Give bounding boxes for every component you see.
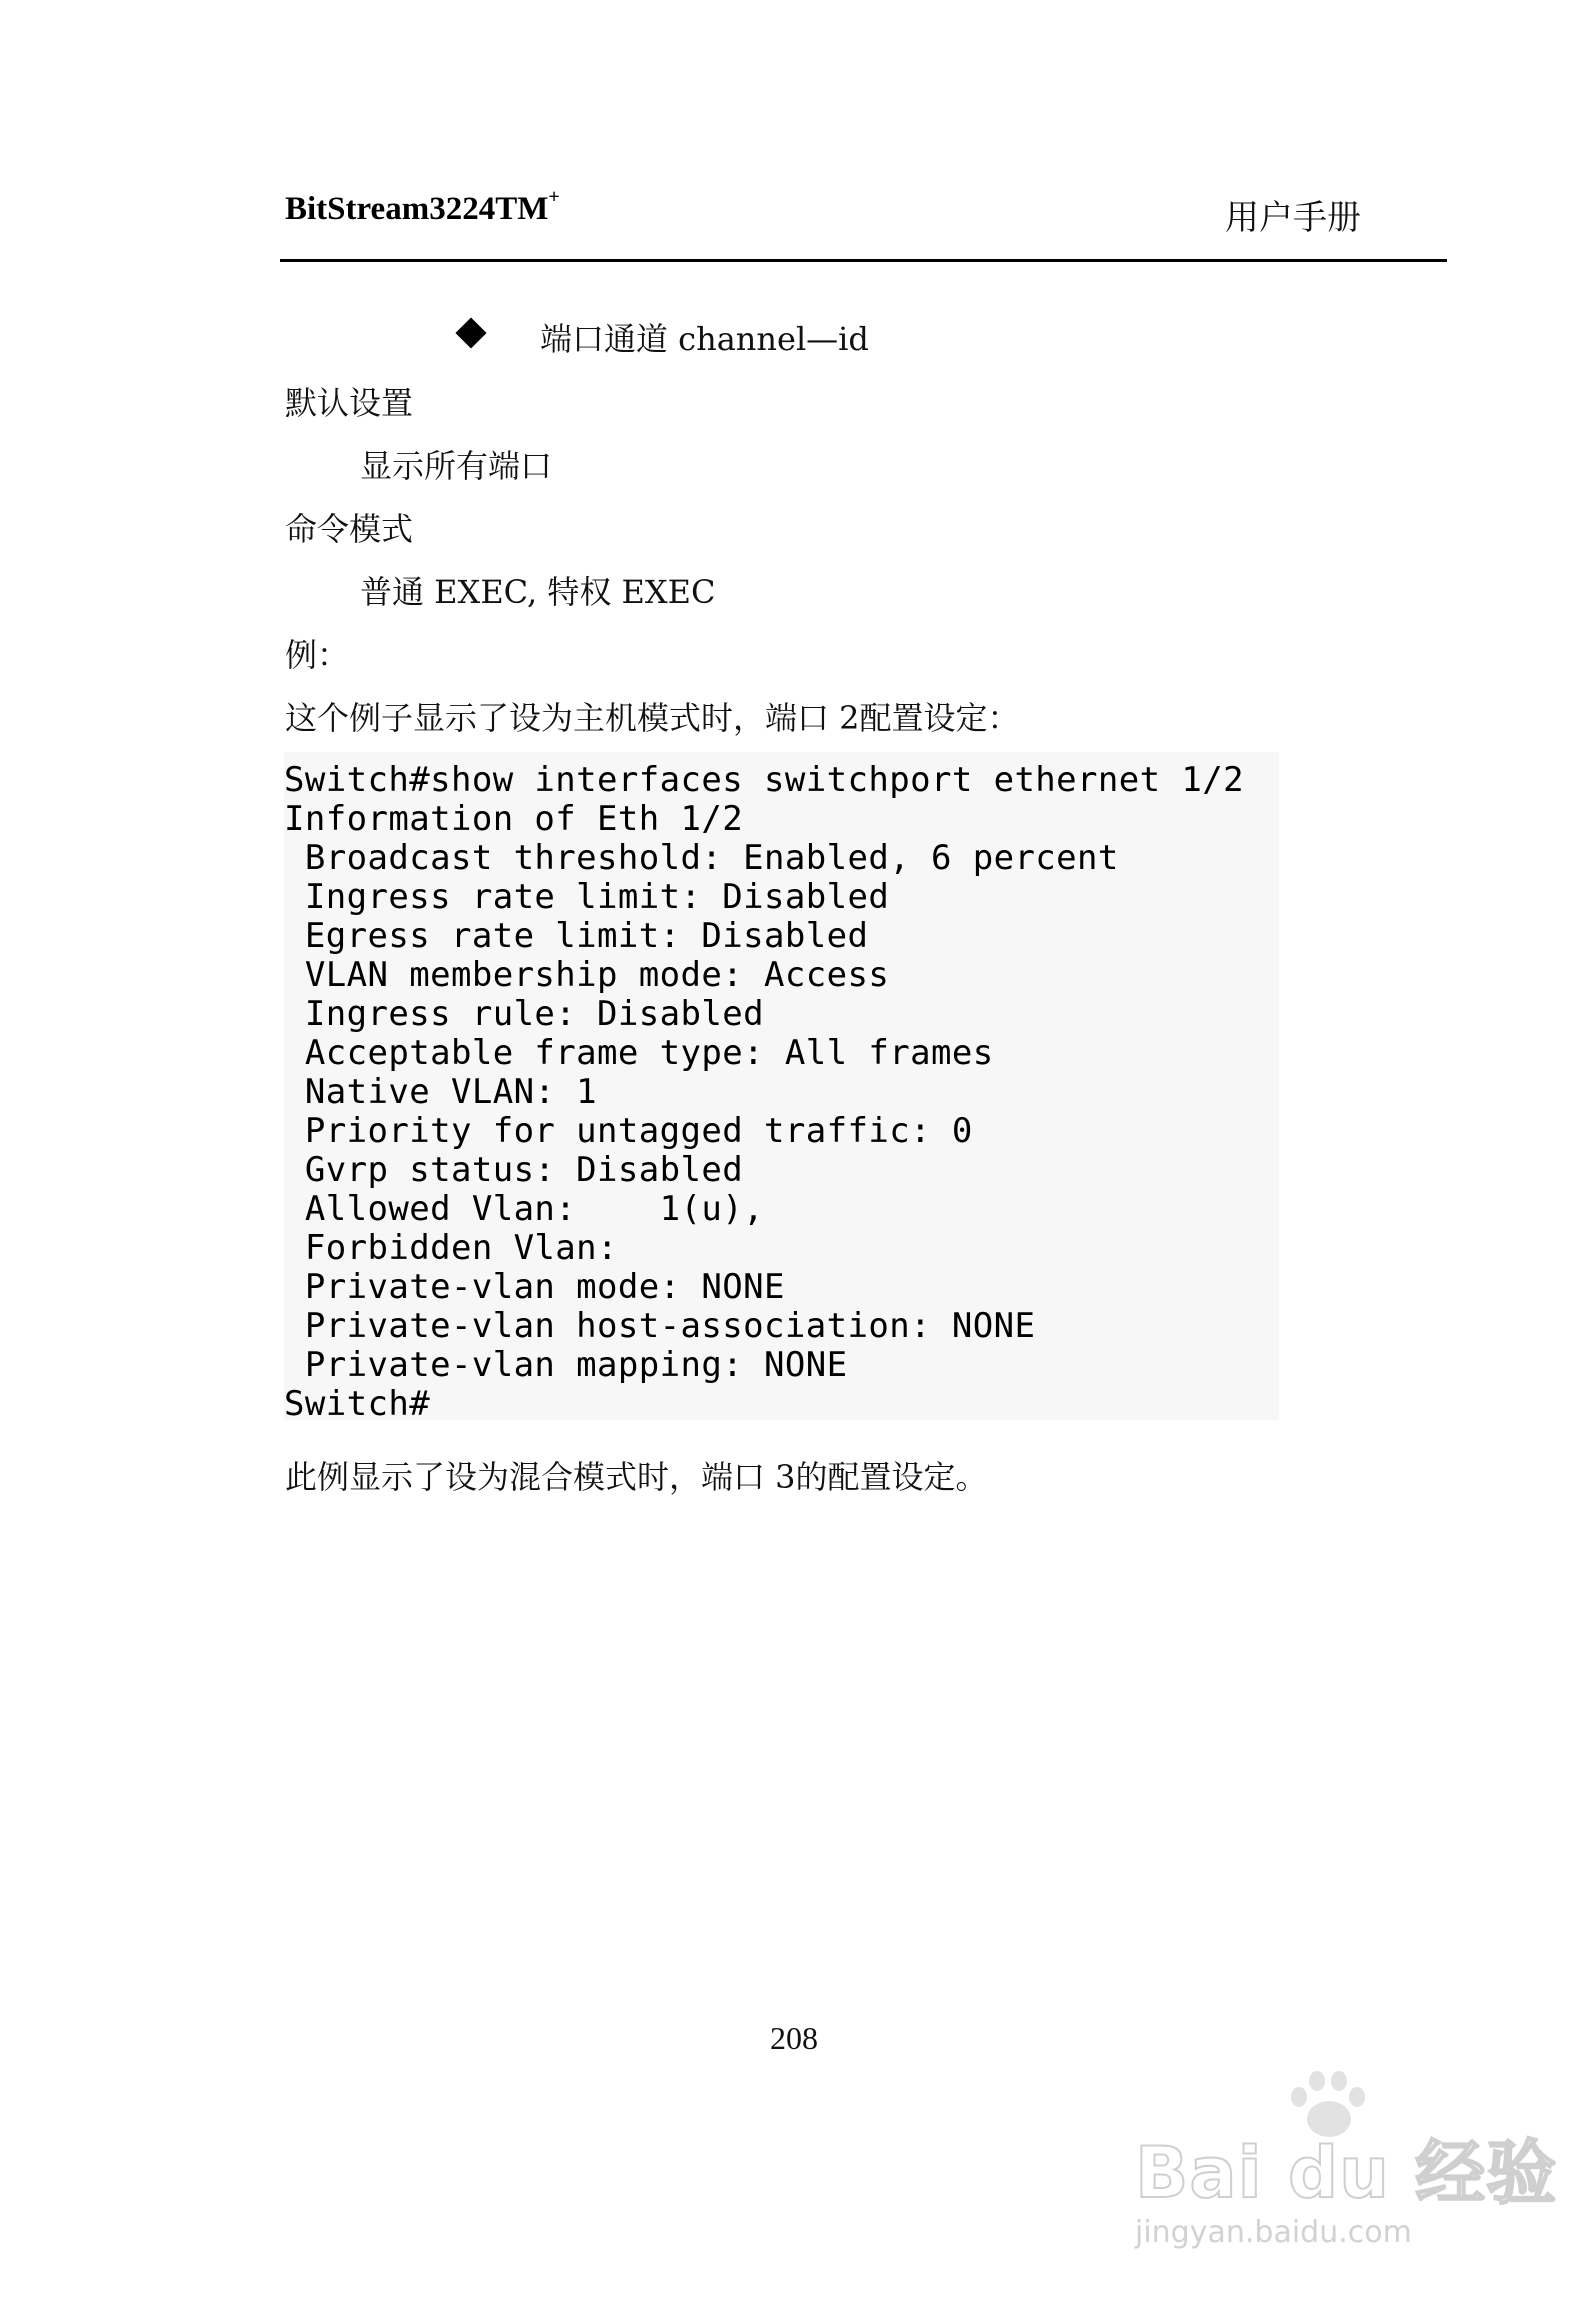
terminal-line: Ingress rule: Disabled: [284, 994, 765, 1034]
header-divider: [280, 259, 1447, 262]
terminal-line: Switch#show interfaces switchport ethernet 1/2: [284, 760, 1245, 800]
document-type: 用户手册: [1225, 198, 1361, 238]
terminal-line: Private-vlan host-association: NONE: [284, 1306, 1036, 1346]
command-mode-text: 普通 EXEC, 特权 EXEC: [360, 573, 716, 611]
command-mode-heading: 命令模式: [285, 510, 414, 548]
terminal-line: Native VLAN: 1: [284, 1072, 598, 1112]
baidu-jingyan-logo: Bai du 经验: [1135, 2132, 1558, 2214]
terminal-line: Forbidden Vlan:: [284, 1228, 618, 1268]
watermark: [1135, 2065, 1558, 2265]
example-heading: 例：: [285, 636, 350, 674]
terminal-output: [284, 752, 1279, 1424]
watermark-url: jingyan.baidu.com: [1135, 2215, 1412, 2250]
manual-title: [285, 186, 560, 228]
page-number: 208: [770, 2020, 818, 2056]
terminal-line: Private-vlan mode: NONE: [284, 1267, 785, 1307]
terminal-line: Priority for untagged traffic: 0: [284, 1111, 973, 1151]
terminal-line: VLAN membership mode: Access: [284, 955, 890, 995]
default-settings-heading: 默认设置: [285, 384, 414, 422]
terminal-line: Egress rate limit: Disabled: [284, 916, 869, 956]
product-name-superscript: +: [548, 186, 560, 208]
closing-text: 此例显示了设为混合模式时，端口 3的配置设定。: [285, 1458, 988, 1496]
default-settings-text: 显示所有端口: [360, 447, 553, 485]
terminal-line: Private-vlan mapping: NONE: [284, 1345, 848, 1385]
terminal-line: Information of Eth 1/2: [284, 799, 744, 839]
terminal-line: Allowed Vlan: 1(u),: [284, 1189, 765, 1229]
terminal-line: Acceptable frame type: All frames: [284, 1033, 994, 1073]
terminal-line: Ingress rate limit: Disabled: [284, 877, 890, 917]
terminal-line: Gvrp status: Disabled: [284, 1150, 744, 1190]
terminal-line: Broadcast threshold: Enabled, 6 percent: [284, 838, 1119, 878]
diamond-bullet-icon: [455, 317, 486, 348]
product-name: BitStream3224TM: [285, 191, 549, 227]
example-intro: 这个例子显示了设为主机模式时，端口 2配置设定：: [285, 699, 1020, 737]
parameter-item: 端口通道 channel—id: [540, 320, 869, 358]
terminal-line: Switch#: [284, 1384, 431, 1424]
